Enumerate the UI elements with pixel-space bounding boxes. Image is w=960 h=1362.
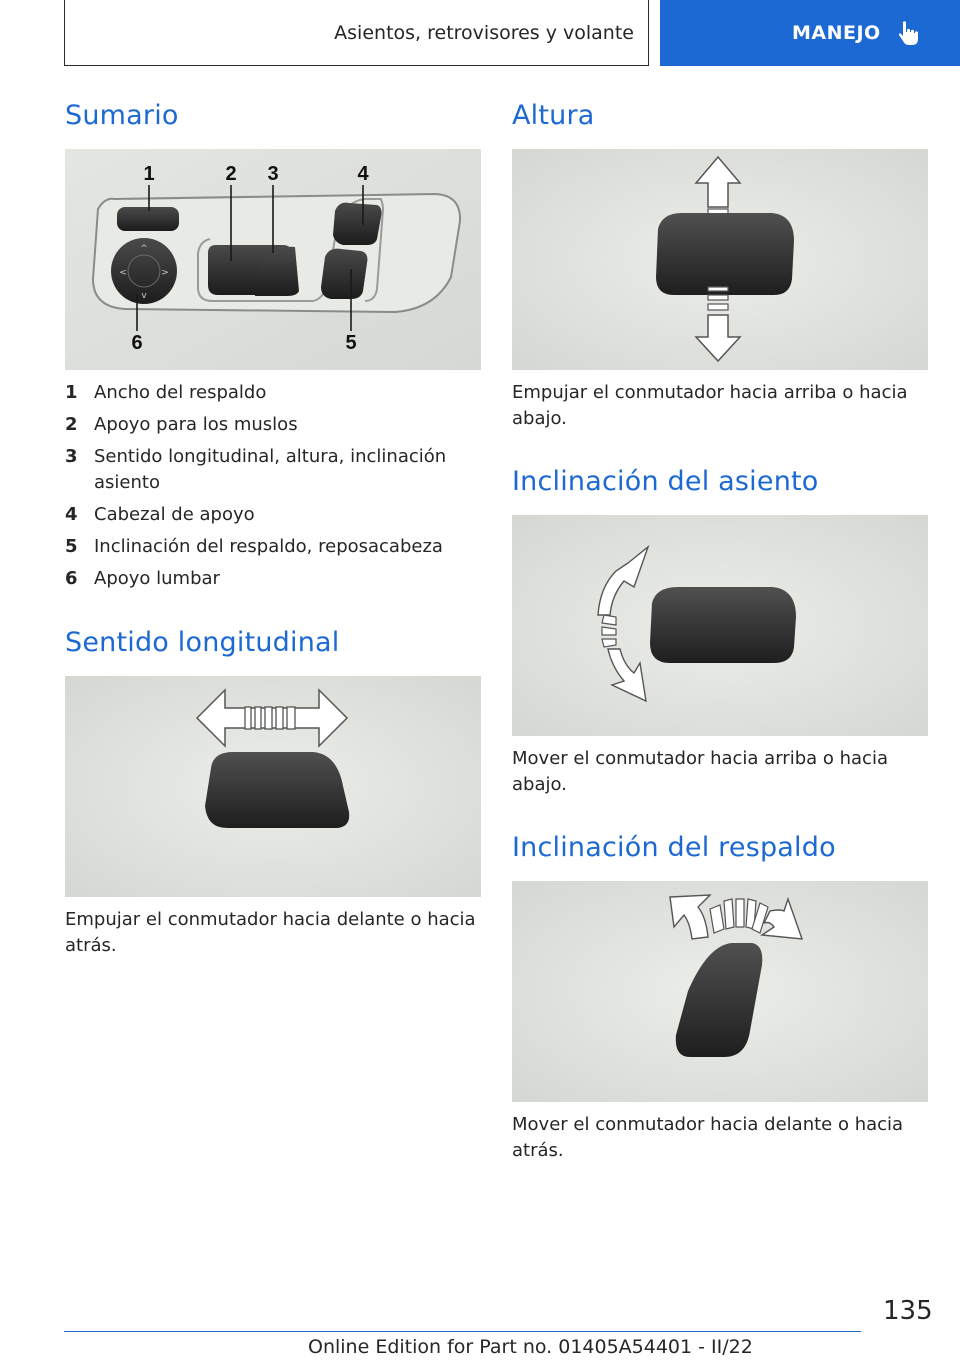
inclinacion-asiento-switch-figure <box>512 515 928 736</box>
header-section-box <box>64 0 649 66</box>
svg-text:^: ^ <box>140 244 148 254</box>
list-item <box>65 380 481 406</box>
longitudinal-heading: Sentido longitudinal <box>65 627 340 658</box>
legend-number: 6 <box>65 568 78 589</box>
callout-1: 1 <box>143 163 155 185</box>
legend-number: 1 <box>65 382 78 403</box>
legend-number: 4 <box>65 504 78 525</box>
svg-text:v: v <box>141 291 147 301</box>
seat-controls-overview-figure <box>65 149 481 370</box>
header-chapter-title: MANEJO <box>792 22 881 44</box>
altura-instruction: Empujar el conmutador hacia arriba o hacia abajo. <box>512 382 908 429</box>
svg-text:<: < <box>119 268 127 278</box>
legend-number: 3 <box>65 446 78 467</box>
sumario-heading: Sumario <box>65 100 179 131</box>
footer-edition: Online Edition for Part no. 01405A54401 - II/22 <box>308 1336 753 1358</box>
inclinacion-asiento-heading: Inclinación del asiento <box>512 466 819 497</box>
legend-text: Cabezal de apoyo <box>94 504 255 525</box>
legend-text: Inclinación del respaldo, reposacabeza <box>94 536 443 557</box>
inclinacion-respaldo-instruction: Mover el conmutador hacia delante o hacia atrás. <box>512 1114 904 1161</box>
header-section-title: Asientos, retrovisores y volante <box>334 21 634 44</box>
inclinacion-respaldo-heading: Inclinación del respaldo <box>512 832 836 863</box>
longitudinal-switch-figure <box>65 676 481 897</box>
legend-text: Apoyo para los muslos <box>94 414 298 435</box>
list-item <box>65 534 481 560</box>
callout-2: 2 <box>225 163 237 185</box>
legend-number: 2 <box>65 414 78 435</box>
footer-divider <box>64 1331 861 1332</box>
altura-switch-figure <box>512 149 928 370</box>
header-chapter-tab[interactable] <box>660 0 960 66</box>
list-item <box>65 444 481 496</box>
legend-number: 5 <box>65 536 78 557</box>
legend-text: Apoyo lumbar <box>94 568 220 589</box>
callout-6: 6 <box>131 332 143 354</box>
callout-4: 4 <box>357 163 369 185</box>
altura-heading: Altura <box>512 100 595 131</box>
legend-text: Sentido longitudinal, altura, inclinación asiento <box>94 446 447 493</box>
sumario-legend-list <box>65 380 481 598</box>
inclinacion-asiento-instruction: Mover el conmutador hacia arriba o hacia abajo. <box>512 748 888 795</box>
list-item <box>65 566 481 592</box>
longitudinal-instruction: Empujar el conmutador hacia delante o hacia atrás. <box>65 909 476 956</box>
svg-text:>: > <box>161 268 169 278</box>
inclinacion-respaldo-switch-figure <box>512 881 928 1102</box>
hand-pointer-icon <box>897 20 921 46</box>
list-item <box>65 412 481 438</box>
callout-3: 3 <box>267 163 279 185</box>
legend-text: Ancho del respaldo <box>94 382 267 403</box>
callout-5: 5 <box>345 332 357 354</box>
page-number: 135 <box>883 1296 933 1326</box>
list-item <box>65 502 481 528</box>
